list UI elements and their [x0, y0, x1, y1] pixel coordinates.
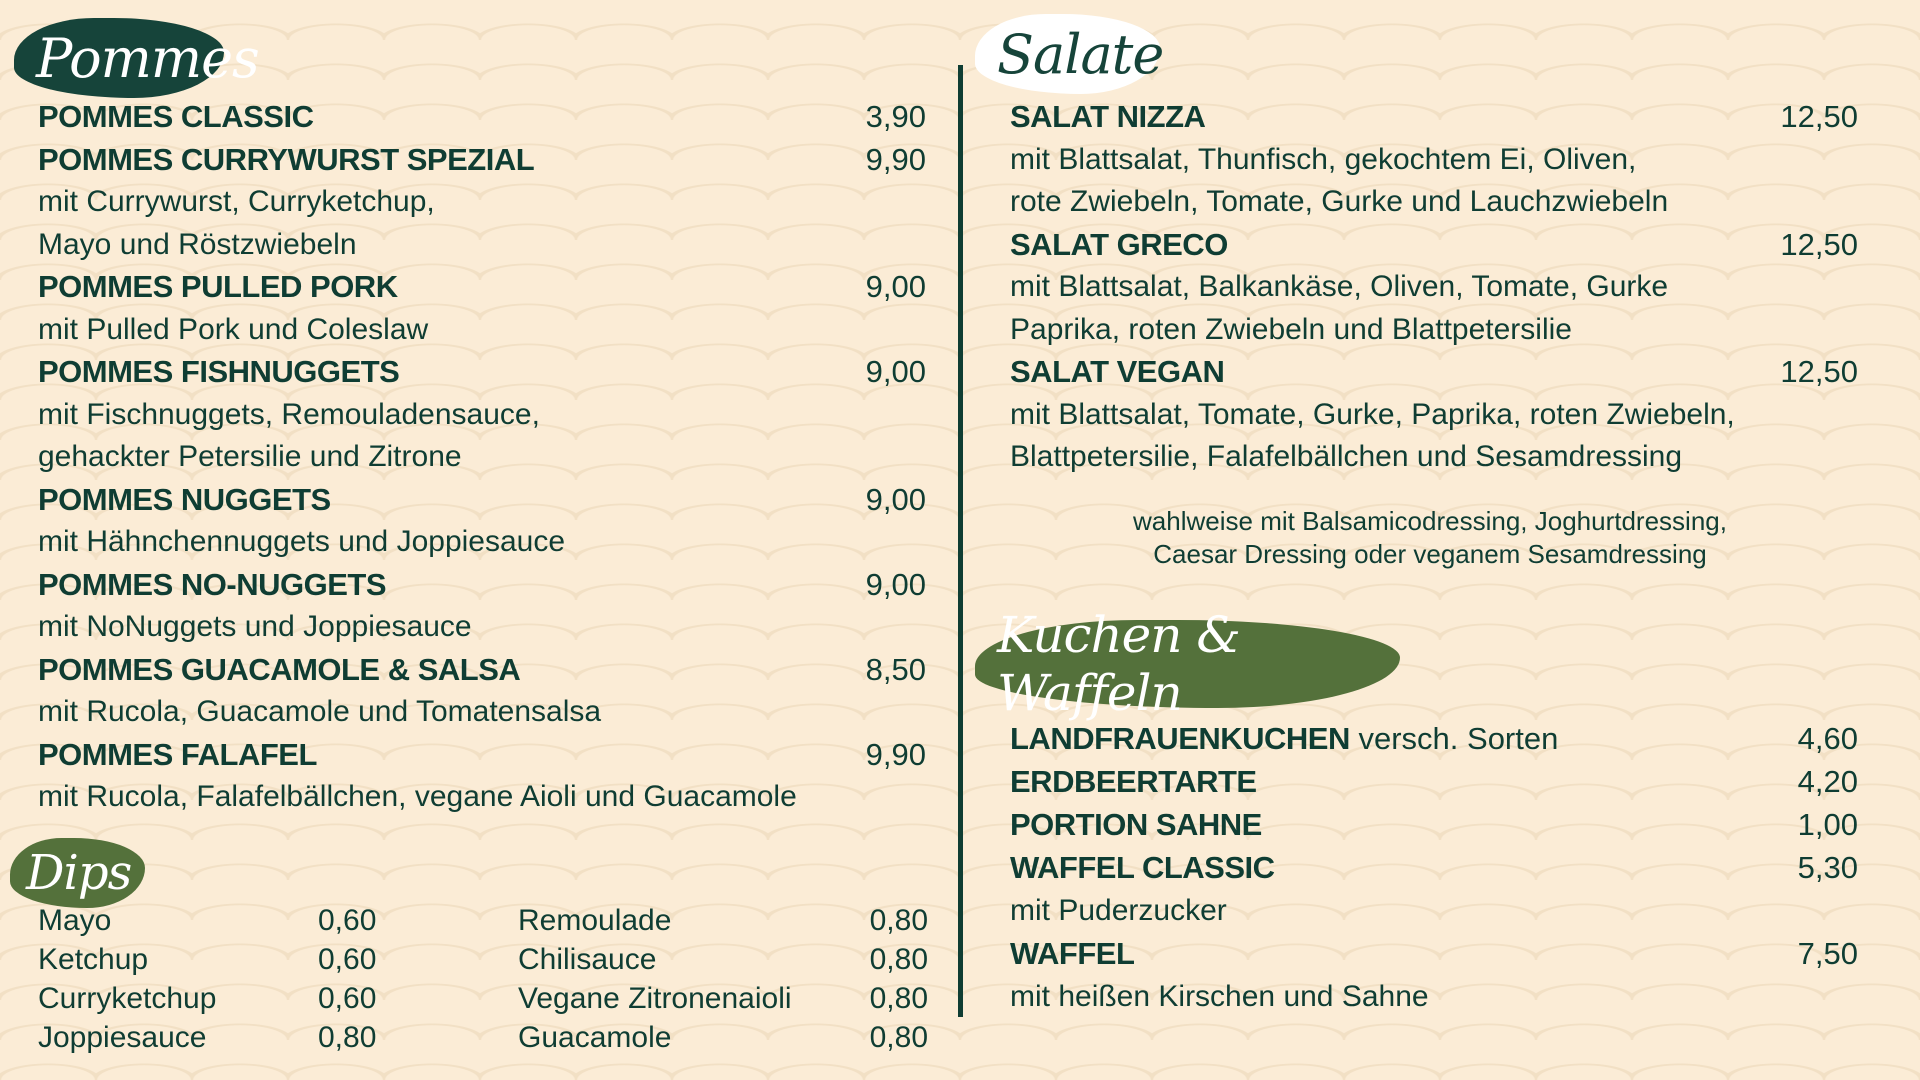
dip-price: 0,60 — [318, 904, 377, 937]
menu-item-description: Blattpetersilie, Falafelbällchen und Sesamdressing — [1010, 440, 1683, 473]
dip-name: Curryketchup — [38, 982, 217, 1015]
menu-item-description: mit Fischnuggets, Remouladensauce, — [38, 397, 540, 431]
menu-item-row — [1010, 760, 1858, 803]
dip-price: 0,80 — [869, 982, 928, 1015]
dip-price: 0,80 — [869, 904, 928, 937]
menu-item-title — [38, 479, 331, 522]
menu-item-name: WAFFEL — [1010, 936, 1135, 971]
dip-price: 0,80 — [869, 943, 928, 976]
menu-item-price: 12,50 — [1780, 99, 1858, 134]
menu-item-description: mit Pulled Pork und Coleslaw — [38, 312, 429, 346]
menu-item-row — [38, 734, 926, 777]
menu-item-name: POMMES NUGGETS — [38, 481, 331, 517]
menu-item-price: 4,60 — [1797, 721, 1858, 756]
menu-item-price: 9,00 — [865, 566, 926, 602]
menu-item-title — [1010, 803, 1262, 846]
menu-item-title — [38, 351, 399, 394]
dip-name: Chilisauce — [518, 943, 657, 976]
menu-item-row — [38, 351, 926, 394]
menu-item-description: Mayo und Röstzwiebeln — [38, 227, 357, 261]
dips-list — [38, 901, 926, 1057]
menu-item-description: rote Zwiebeln, Tomate, Gurke und Lauchzwiebeln — [1010, 185, 1669, 218]
menu-item-description: mit Blattsalat, Thunfisch, gekochtem Ei, Oliven, — [1010, 142, 1637, 176]
dip-name: Remoulade — [518, 904, 672, 937]
menu-item-title — [1010, 96, 1205, 139]
salate-heading — [975, 14, 1164, 94]
menu-item-description: mit Rucola, Falafelbällchen, vegane Aioli und Guacamole — [38, 780, 797, 813]
menu-item-row — [38, 564, 926, 607]
menu-item-price: 9,90 — [865, 141, 926, 177]
menu-item-row — [1010, 932, 1858, 975]
kuchen-menu — [1010, 717, 1858, 1018]
menu-item-price: 9,00 — [865, 354, 926, 389]
menu-item-row — [1010, 846, 1858, 889]
dip-price: 0,60 — [318, 982, 377, 1015]
menu-item-row — [38, 96, 926, 139]
menu-item-name: ERDBEERTARTE — [1010, 764, 1257, 799]
menu-item-name: PORTION SAHNE — [1010, 807, 1262, 842]
dip-price: 0,80 — [869, 1021, 928, 1054]
menu-item-name: SALAT GRECO — [1010, 226, 1228, 262]
menu-item-title — [1010, 717, 1558, 760]
pommes-heading — [14, 18, 259, 98]
dip-name: Ketchup — [38, 943, 149, 976]
dip-name: Vegane Zitronenaioli — [518, 982, 792, 1015]
menu-item-extra: versch. Sorten — [1349, 721, 1559, 756]
menu-item-row — [1010, 224, 1858, 267]
menu-item-row — [38, 649, 926, 692]
menu-item-name: LANDFRAUENKUCHEN — [1010, 721, 1350, 756]
menu-item-row — [1010, 717, 1858, 760]
menu-item-description: mit Rucola, Guacamole und Tomatensalsa — [38, 695, 602, 728]
menu-item-name: POMMES PULLED PORK — [38, 269, 398, 304]
menu-item-name: WAFFEL CLASSIC — [1010, 850, 1275, 885]
menu-item-title — [38, 139, 534, 182]
menu-item-description: gehackter Petersilie und Zitrone — [38, 440, 462, 473]
menu-item-description: Paprika, roten Zwiebeln und Blattpetersilie — [1010, 312, 1572, 346]
pommes-menu — [38, 96, 926, 819]
menu-item-price: 12,50 — [1780, 354, 1858, 389]
kuchen-heading — [975, 606, 1400, 722]
dip-name: Guacamole — [518, 1021, 672, 1054]
dressing-note — [1080, 505, 1780, 571]
note-line: wahlweise mit Balsamicodressing, Joghurtdressing, — [1133, 506, 1727, 536]
menu-item-description: mit Hähnchennuggets und Joppiesauce — [38, 525, 566, 558]
menu-item-row — [1010, 351, 1858, 394]
menu-item-title — [1010, 224, 1228, 267]
menu-item-price: 1,00 — [1797, 807, 1858, 842]
menu-item-description: mit Currywurst, Curryketchup, — [38, 185, 435, 218]
dip-price: 0,80 — [318, 1021, 377, 1054]
pommes-title: Pommes — [36, 26, 259, 90]
menu-item-title — [38, 734, 317, 777]
note-line: Caesar Dressing oder veganem Sesamdressing — [1153, 539, 1707, 569]
dips-heading — [10, 838, 145, 908]
menu-item-name: POMMES GUACAMOLE & SALSA — [38, 651, 521, 687]
menu-item-name: POMMES CURRYWURST SPEZIAL — [38, 141, 535, 177]
dips-title: Dips — [26, 845, 132, 901]
menu-item-row — [1010, 803, 1858, 846]
menu-item-name: SALAT VEGAN — [1010, 354, 1225, 389]
menu-item-description: mit Blattsalat, Balkankäse, Oliven, Tomate, Gurke — [1010, 270, 1669, 303]
menu-item-title — [1010, 760, 1257, 803]
dip-name: Joppiesauce — [38, 1021, 207, 1054]
menu-item-price: 5,30 — [1797, 850, 1858, 885]
dip-name: Mayo — [38, 904, 112, 937]
salate-menu — [1010, 96, 1858, 479]
menu-item-price: 9,00 — [865, 269, 926, 304]
menu-item-title — [38, 266, 398, 309]
menu-item-price: 4,20 — [1797, 764, 1858, 799]
menu-item-title — [1010, 351, 1224, 394]
dip-price: 0,60 — [318, 943, 377, 976]
menu-item-title — [1010, 846, 1275, 889]
kuchen-title: Kuchen & Waffeln — [997, 606, 1240, 722]
menu-item-price: 8,50 — [865, 651, 926, 687]
menu-item-price: 9,00 — [865, 481, 926, 517]
menu-item-price: 9,90 — [865, 736, 926, 772]
menu-item-name: POMMES FISHNUGGETS — [38, 354, 400, 389]
menu-item-title — [38, 96, 313, 139]
menu-item-name: POMMES FALAFEL — [38, 736, 317, 772]
menu-item-price: 3,90 — [865, 99, 926, 134]
column-divider — [958, 65, 963, 1017]
menu-item-row — [38, 266, 926, 309]
menu-item-price: 12,50 — [1780, 226, 1858, 262]
menu-item-description: mit NoNuggets und Joppiesauce — [38, 610, 472, 643]
menu-item-title — [1010, 932, 1134, 975]
menu-item-name: POMMES CLASSIC — [38, 99, 314, 134]
menu-item-row — [38, 479, 926, 522]
menu-item-description: mit Puderzucker — [1010, 894, 1227, 927]
menu-item-description: mit Blattsalat, Tomate, Gurke, Paprika, roten Zwiebeln, — [1010, 397, 1735, 431]
menu-item-price: 7,50 — [1797, 936, 1858, 971]
menu-item-row — [1010, 96, 1858, 139]
menu-item-title — [38, 564, 386, 607]
menu-item-title — [38, 649, 520, 692]
menu-item-name: SALAT NIZZA — [1010, 99, 1206, 134]
menu-item-name: POMMES NO-NUGGETS — [38, 566, 387, 602]
salate-title: Salate — [997, 22, 1164, 86]
menu-item-description: mit heißen Kirschen und Sahne — [1010, 980, 1429, 1013]
menu-item-row — [38, 139, 926, 182]
